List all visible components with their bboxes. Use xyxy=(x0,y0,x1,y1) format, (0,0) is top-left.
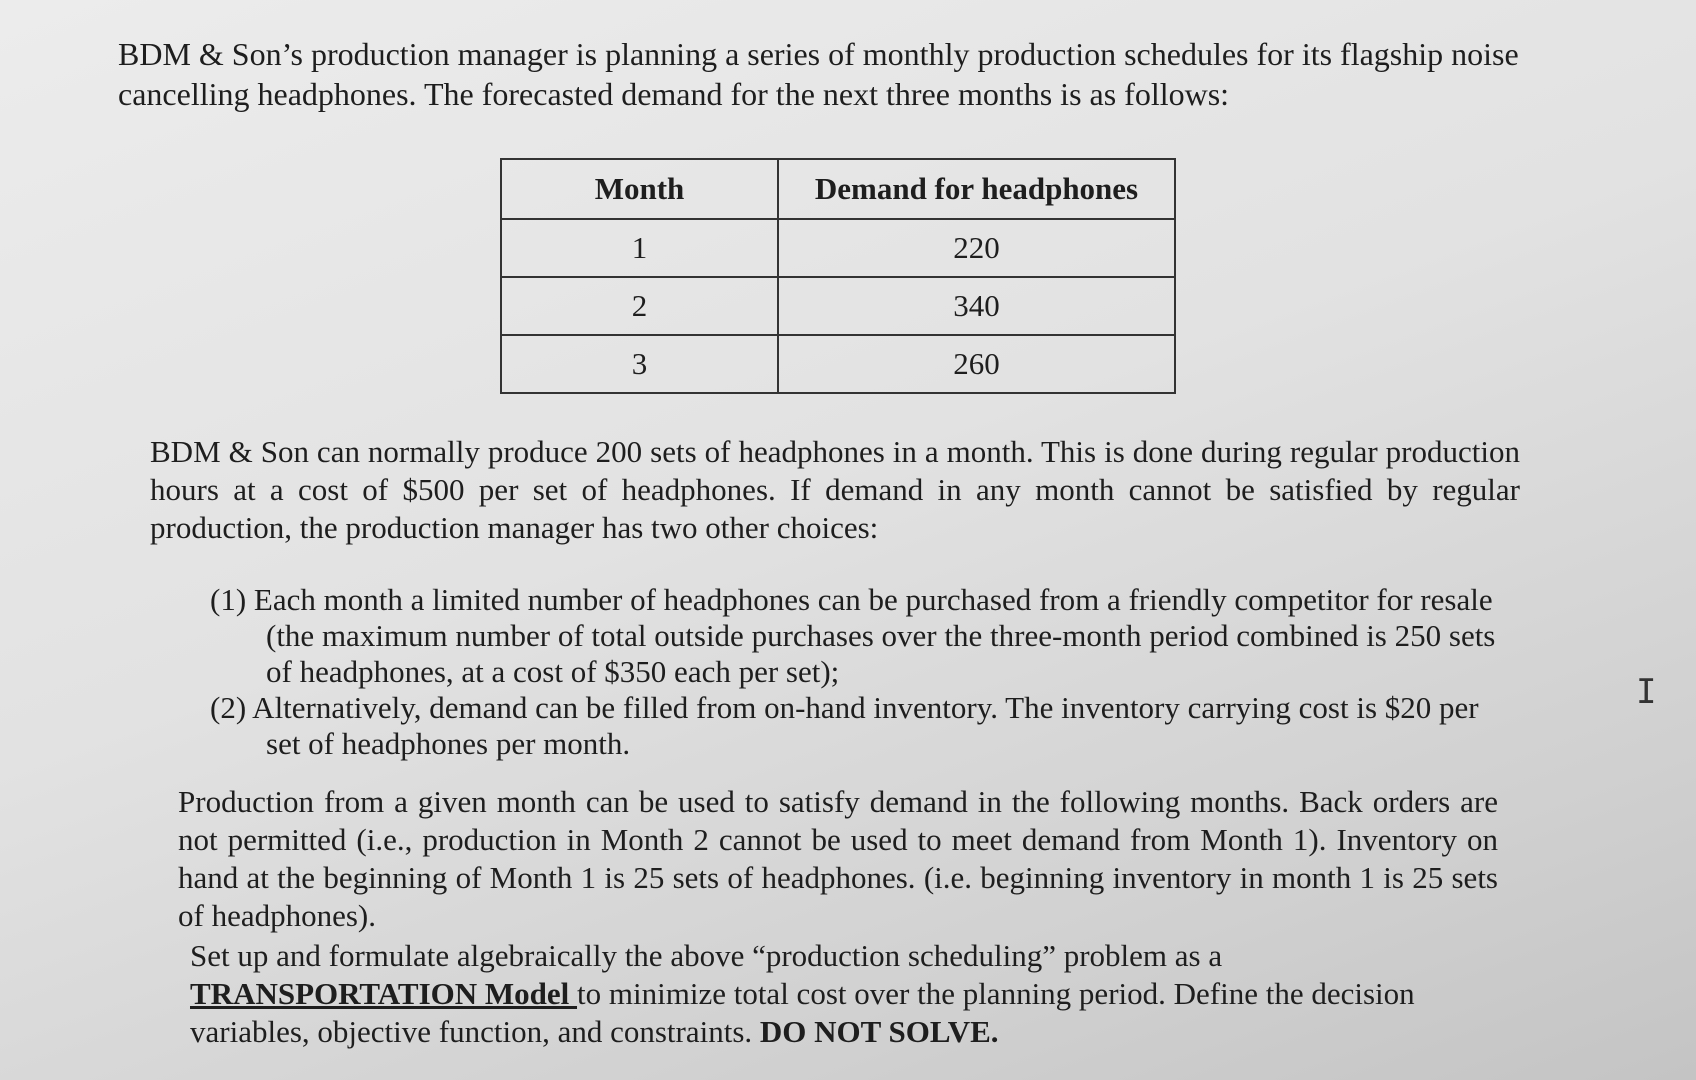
task-paragraph xyxy=(190,937,1450,1051)
text-cursor-icon: I xyxy=(1636,672,1657,712)
demand-table xyxy=(500,158,1176,394)
cell-month: 2 xyxy=(501,277,778,335)
table-row xyxy=(501,335,1175,393)
choice-item: (2) Alternatively, demand can be filled from on-hand inventory. The inventory carrying cost is $20 per set of headphones per month. xyxy=(210,690,1479,761)
header-month: Month xyxy=(501,159,778,219)
cell-demand: 340 xyxy=(778,277,1175,335)
table-row xyxy=(501,219,1175,277)
model-type: TRANSPORTATION Model xyxy=(190,976,578,1011)
constraints-paragraph: Production from a given month can be used to satisfy demand in the following months. Back orders are not permitted (i.e., production in Month 2 cannot be used to meet demand from Month 1). Inventory on hand at the beginning of Month 1 is 25 sets of headphones. (i.e. beginning inventory in month 1 is 25 sets of headphones). xyxy=(178,784,1498,933)
do-not-solve: DO NOT SOLVE. xyxy=(759,1014,999,1049)
task-text: Set up and formulate algebraically the above “production scheduling” problem as a xyxy=(190,938,1223,973)
production-paragraph: BDM & Son can normally produce 200 sets of headphones in a month. This is done during regular production hours at a cost of $500 per set of headphones. If demand in any month cannot be satisfied by regular production, the production manager has two other choices: xyxy=(150,434,1520,545)
cell-demand: 220 xyxy=(778,219,1175,277)
cell-month: 1 xyxy=(501,219,778,277)
header-demand: Demand for headphones xyxy=(778,159,1175,219)
table-header-row xyxy=(501,159,1175,219)
table-row xyxy=(501,277,1175,335)
choices-list xyxy=(210,582,1500,762)
intro-paragraph: BDM & Son’s production manager is planning a series of monthly production schedules for its flagship noise cancelling headphones. The forecasted demand for the next three months is as follows: xyxy=(118,36,1519,112)
choice-item: (1) Each month a limited number of headphones can be purchased from a friendly competitor for resale (the maximum number of total outside purchases over the three-month period combined is 250 sets of headphones, at a cost of $350 each per set); xyxy=(210,582,1496,689)
task-text-2: to minimize total cost over the planning period. Define the decision variables, objective function, and constraints. xyxy=(190,976,1415,1049)
cell-demand: 260 xyxy=(778,335,1175,393)
cell-month: 3 xyxy=(501,335,778,393)
